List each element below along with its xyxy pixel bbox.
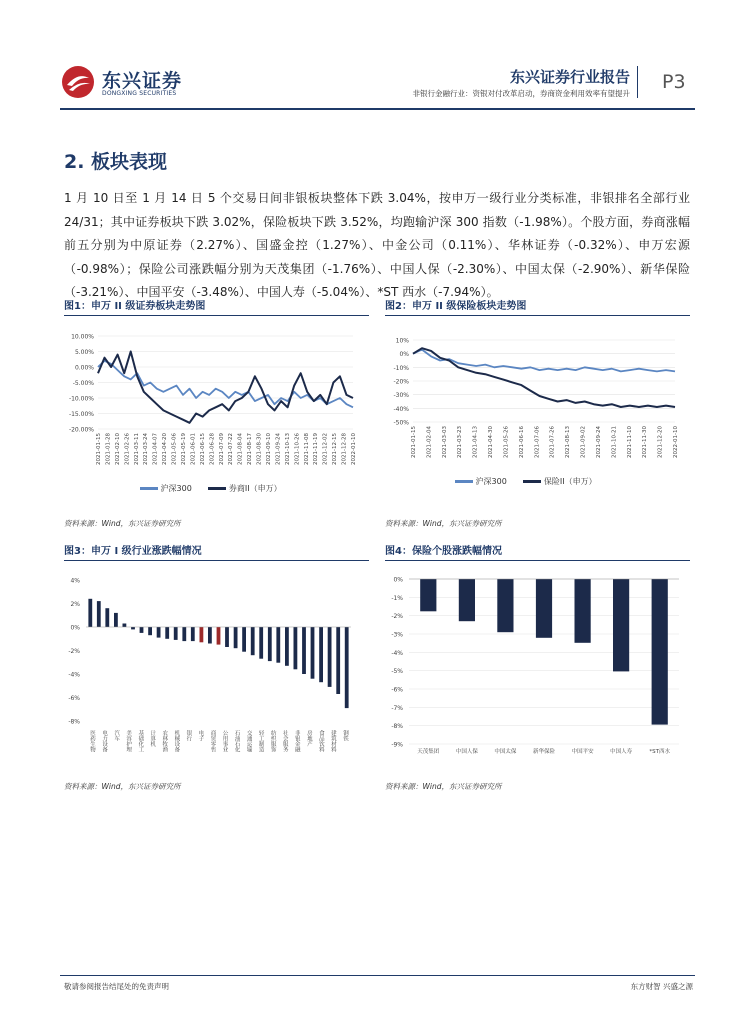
bar (575, 579, 591, 643)
logo-en: DONGXING SECURITIES (102, 90, 177, 97)
x-tick-label: 2021-11-19 (313, 433, 320, 465)
x-tick-label: 2021-11-10 (626, 426, 633, 458)
section-paragraph: 1 月 10 日至 1 月 14 日 5 个交易日间非银板块整体下跌 3.04%，按申万一级行业分类标准，非银排名全部行业 24/31；其中证券板块下跌 3.02%，保险板块下跌 3.52%，均跑输沪深 300 指数（-1.98%）。个股方面，券商涨幅前五分别为中原证券（2.27%）、国盛金控（1.27%）、中金公司（0.11%）、华林证券（-0.32%）、申万宏源（-0.98%）；保险公司涨跌幅分别为天茂集团（-1.76%）、中国人保（-2.30%）、中国太保（-2.90%）、新华保险（-3.21%）、中国平安（-3.48%）、中国人寿（-5.04%）、*ST 西水（-7.94%）。 (64, 191, 690, 299)
fig2-source: 资料来源：Wind，东兴证券研究所 (385, 519, 502, 528)
x-tick-label: 2021-06-01 (190, 433, 197, 465)
legend-label-hs300-2: 沪深300 (475, 477, 507, 486)
x-tick-label: 电子 (197, 730, 204, 741)
x-tick-label: 非银金融 (293, 730, 300, 752)
y-tick-label: -2% (68, 648, 80, 655)
y-tick-label: -40% (393, 405, 409, 413)
legend-swatch-insurance (523, 480, 541, 483)
y-tick-label: -2% (391, 613, 403, 621)
legend-label-insurance: 保险II（申万） (543, 477, 597, 486)
x-tick-label: 电力设备 (101, 730, 108, 752)
x-tick-label: 2021-02-26 (124, 433, 131, 465)
x-tick-label: 2021-07-06 (534, 426, 541, 458)
fig2-rule (385, 315, 690, 316)
header-rule (60, 108, 695, 110)
bar (276, 627, 280, 663)
x-tick-label: 汽车 (113, 730, 120, 741)
bar (234, 627, 238, 648)
x-tick-label: 2021-10-26 (294, 433, 301, 465)
x-tick-label: 社会服务 (281, 730, 288, 752)
fig2-legend (455, 476, 597, 487)
fig3-rule (64, 560, 369, 561)
x-tick-label: 中国人寿 (610, 749, 633, 755)
x-tick-label: 钢铁 (341, 730, 348, 741)
y-tick-label: 0% (70, 624, 80, 632)
x-tick-label: 2021-09-10 (266, 433, 272, 465)
bar (174, 627, 178, 640)
y-tick-label: -6% (391, 686, 403, 694)
x-tick-label: 美容护理 (125, 730, 132, 752)
bar (140, 627, 144, 633)
x-tick-label: 中国太保 (494, 749, 517, 755)
x-tick-label: 2021-09-24 (595, 426, 602, 458)
logo (60, 62, 190, 102)
fig2-chart (385, 330, 690, 480)
bar (302, 627, 306, 674)
x-tick-label: 2021-04-07 (152, 433, 159, 465)
x-tick-label: 2021-04-13 (472, 426, 479, 458)
x-tick-label: 2022-01-10 (673, 426, 679, 458)
x-tick-label: 交通运输 (245, 730, 252, 752)
bar (97, 601, 101, 627)
bar (268, 627, 272, 661)
y-tick-label: 0.00% (74, 364, 94, 372)
fig1-chart (64, 322, 369, 502)
x-tick-label: 农林牧渔 (161, 730, 168, 752)
x-tick-label: 房地产 (305, 730, 312, 747)
legend-swatch-hs300 (140, 487, 158, 490)
x-tick-label: 2021-06-28 (209, 433, 216, 465)
bar (319, 627, 323, 682)
y-tick-label: -9% (391, 741, 403, 749)
report-title: 东兴证券行业报告 (509, 68, 630, 86)
bar (294, 627, 298, 669)
fig3-chart (64, 570, 369, 770)
x-tick-label: 轻工制造 (257, 730, 264, 752)
bar (420, 579, 436, 611)
fig3-title: 图3：申万 I 级行业涨跌幅情况 (64, 546, 202, 557)
x-tick-label: 2021-02-10 (114, 433, 121, 465)
y-tick-label: -7% (391, 704, 403, 712)
y-tick-label: -30% (393, 392, 409, 400)
y-tick-label: -10% (393, 364, 409, 372)
x-tick-label: 2021-07-22 (228, 433, 235, 465)
y-tick-label: -15.00% (68, 411, 94, 418)
y-tick-label: 0% (393, 576, 403, 584)
x-tick-label: 2021-12-28 (341, 433, 348, 465)
bar (225, 627, 229, 647)
x-tick-label: 商贸零售 (209, 730, 216, 752)
bar (157, 627, 161, 638)
x-tick-label: 2021-09-24 (275, 433, 282, 465)
bar (148, 627, 152, 635)
x-tick-label: 中国人保 (455, 749, 478, 755)
bar (208, 627, 212, 644)
legend-label-hs300: 沪深300 (160, 484, 192, 493)
bar (459, 579, 475, 621)
bar (200, 627, 204, 642)
bar (242, 627, 246, 652)
y-tick-label: 2% (70, 601, 80, 608)
fig3-source: 资料来源：Wind，东兴证券研究所 (64, 782, 181, 791)
series-line (413, 348, 675, 407)
x-tick-label: 银行 (185, 730, 192, 741)
y-tick-label: -8% (68, 718, 80, 726)
y-tick-label: 5.00% (74, 349, 94, 356)
x-tick-label: 基础化工 (137, 730, 144, 752)
bar (182, 627, 186, 641)
bar (123, 624, 127, 628)
bar (131, 627, 135, 629)
bar (217, 627, 221, 645)
bar (345, 627, 349, 708)
x-tick-label: 2021-08-30 (256, 433, 263, 465)
legend-label-broker: 券商II（申万） (228, 484, 282, 493)
x-tick-label: 2021-01-15 (96, 433, 102, 465)
x-tick-label: 2021-08-17 (247, 433, 254, 465)
x-tick-label: 2021-11-08 (303, 433, 310, 465)
logo-icon (60, 64, 96, 100)
y-tick-label: -1% (391, 594, 403, 602)
bar (652, 579, 668, 725)
x-tick-label: 2021-09-02 (580, 426, 587, 458)
bar (536, 579, 552, 638)
bar (251, 627, 255, 655)
fig1-title: 图1：申万 II 级证券板块走势图 (64, 301, 206, 312)
x-tick-label: 机械设备 (173, 730, 180, 752)
x-tick-label: 2021-06-16 (518, 426, 525, 458)
x-tick-label: 2021-12-15 (332, 433, 339, 465)
fig1-source: 资料来源：Wind，东兴证券研究所 (64, 519, 181, 528)
fig4-chart (385, 570, 690, 770)
header-divider (637, 66, 638, 98)
x-tick-label: 2021-03-24 (143, 433, 150, 465)
bar (165, 627, 169, 639)
x-tick-label: 建筑材料 (329, 730, 336, 752)
x-tick-label: 2021-04-20 (162, 433, 169, 465)
bar (613, 579, 629, 671)
fig4-rule (385, 560, 690, 561)
x-tick-label: 2021-07-09 (218, 433, 225, 465)
x-tick-label: 2021-05-19 (181, 433, 187, 465)
legend-swatch-hs300-2 (455, 480, 473, 483)
bar (328, 627, 332, 687)
report-subtitle: 非银行金融行业：资银对付改革启动，券商资金利用效率有望提升 (412, 89, 630, 98)
y-tick-label: -4% (68, 671, 80, 679)
y-tick-label: -6% (68, 695, 80, 702)
x-tick-label: 医药生物 (89, 730, 96, 752)
footer-rule (60, 975, 695, 976)
x-tick-label: 新华保险 (532, 749, 556, 755)
bar (105, 608, 109, 627)
x-tick-label: 2021-03-23 (457, 426, 464, 458)
y-tick-label: -8% (391, 723, 403, 731)
bar (336, 627, 340, 694)
bar (191, 627, 195, 641)
footer-slogan: 东方财智 兴盛之源 (630, 982, 693, 991)
y-tick-label: 4% (70, 577, 80, 585)
y-tick-label: -10.00% (68, 395, 94, 403)
x-tick-label: 纺织服饰 (269, 730, 276, 752)
y-tick-label: -4% (391, 649, 403, 657)
y-tick-label: -20.00% (68, 426, 94, 434)
x-tick-label: 2021-01-28 (105, 433, 112, 465)
series-line (98, 352, 353, 423)
bar (285, 627, 289, 666)
x-tick-label: 计算机 (149, 730, 156, 747)
logo-name: 东兴证券 (102, 70, 183, 92)
fig2-title: 图2：申万 II 级保险板块走势图 (385, 301, 527, 312)
x-tick-label: 2021-11-30 (642, 426, 649, 458)
x-tick-label: 食品饮料 (317, 730, 324, 752)
x-tick-label: 石油石化 (233, 730, 240, 752)
x-tick-label: 2021-02-04 (426, 426, 433, 458)
series-line (413, 350, 675, 372)
fig4-title: 图4：保险个股涨跌幅情况 (385, 546, 502, 557)
x-tick-label: 2021-05-06 (171, 433, 178, 465)
y-tick-label: -50% (393, 419, 409, 427)
page-number: P3 (662, 71, 686, 93)
x-tick-label: 2022-01-10 (351, 433, 357, 465)
x-tick-label: 2021-08-13 (565, 426, 572, 458)
y-tick-label: -3% (391, 631, 403, 639)
bar (497, 579, 513, 632)
fig4-source: 资料来源：Wind，东兴证券研究所 (385, 782, 502, 791)
x-tick-label: 2021-03-03 (441, 426, 448, 458)
x-tick-label: 中国平安 (571, 749, 594, 755)
x-tick-label: 2021-10-21 (611, 426, 618, 458)
x-tick-label: 2021-03-11 (133, 433, 140, 465)
fig1-legend (140, 483, 282, 494)
y-tick-label: 0% (399, 351, 409, 359)
x-tick-label: 2021-05-26 (503, 426, 510, 458)
fig1-rule (64, 315, 369, 316)
bar (259, 627, 263, 659)
bar (88, 599, 92, 627)
y-tick-label: -20% (393, 378, 409, 386)
x-tick-label: 2021-06-15 (199, 433, 206, 465)
x-tick-label: 2021-12-20 (657, 426, 664, 458)
bar (311, 627, 315, 679)
x-tick-label: 2021-08-04 (237, 433, 244, 465)
y-tick-label: 10.00% (71, 333, 94, 341)
bar (114, 613, 118, 627)
x-tick-label: 2021-04-30 (488, 426, 495, 458)
x-tick-label: 2021-10-13 (284, 433, 291, 465)
x-tick-label: 公用事业 (221, 730, 228, 752)
x-tick-label: 2021-12-02 (322, 433, 329, 465)
x-tick-label: 2021-01-15 (411, 426, 417, 458)
legend-swatch-broker (208, 487, 226, 490)
section-title: 2. 板块表现 (64, 151, 168, 173)
x-tick-label: *ST西水 (649, 749, 671, 755)
y-tick-label: -5% (391, 668, 403, 676)
y-tick-label: -5.00% (72, 380, 94, 387)
x-tick-label: 2021-07-26 (549, 426, 556, 458)
footer-disclaimer: 敬请参阅报告结尾处的免责声明 (64, 982, 169, 991)
y-tick-label: 10% (395, 337, 409, 345)
x-tick-label: 天茂集团 (417, 749, 440, 755)
